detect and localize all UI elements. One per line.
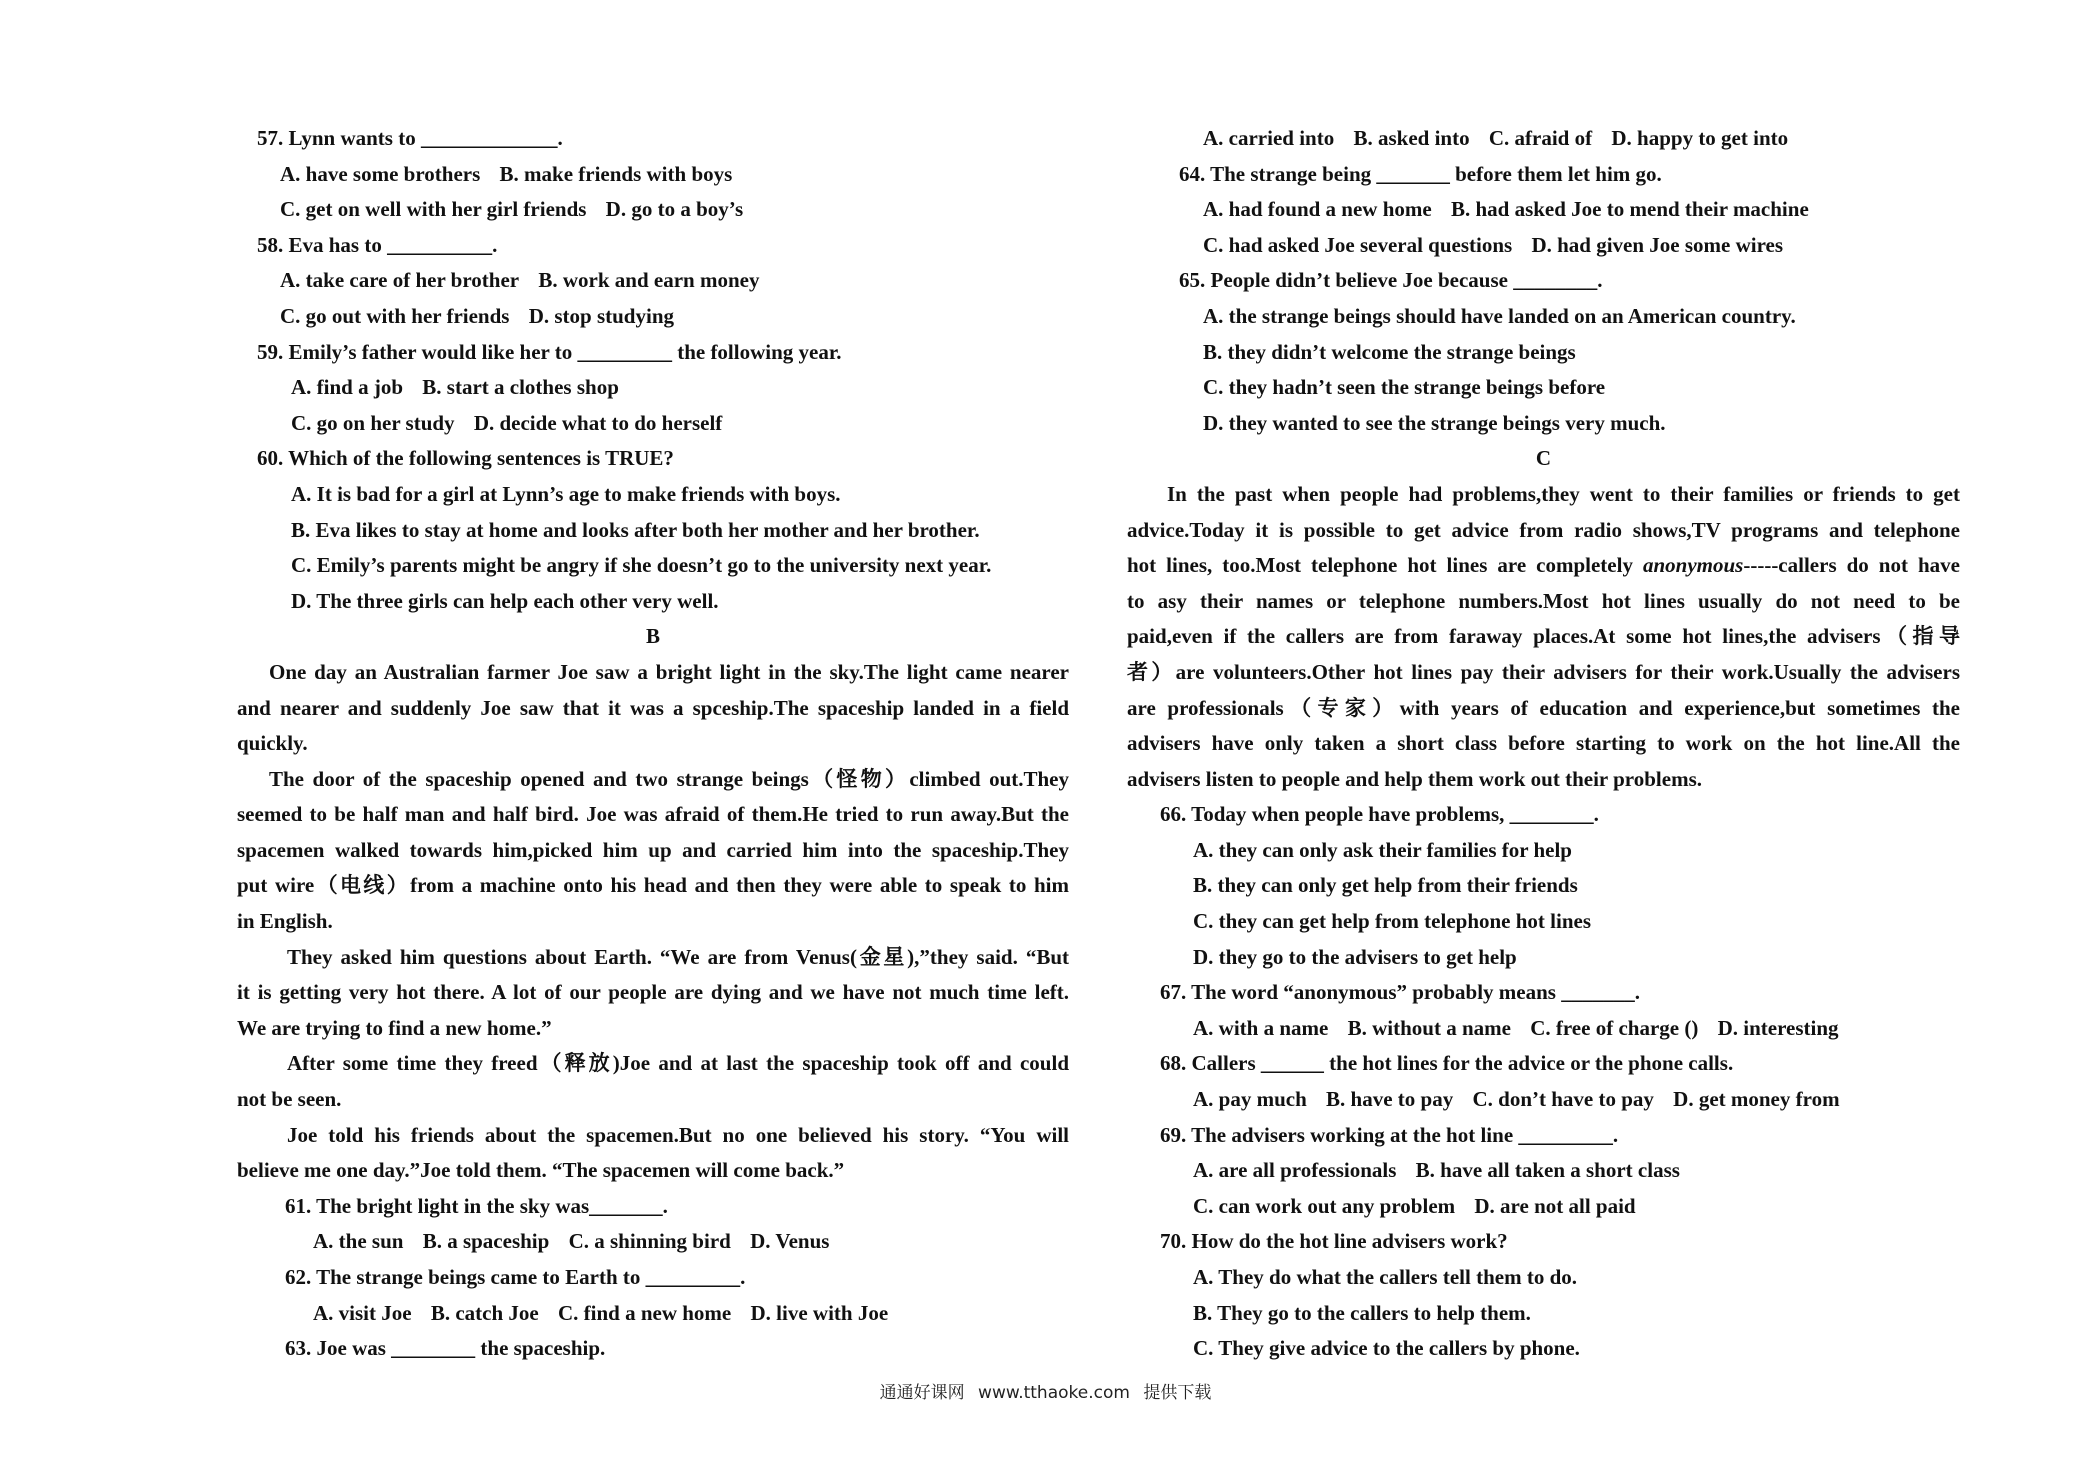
- question-69-options-1: [1127, 1153, 1960, 1189]
- question-58-options-2: [237, 299, 1069, 335]
- question-61-options: [237, 1224, 1069, 1260]
- option: D. go to a boy’s: [605, 197, 744, 222]
- footer-url[interactable]: www.tthaoke.com: [978, 1383, 1130, 1403]
- option: A. find a job: [291, 375, 404, 400]
- passage-line: seemed to be half man and half bird. Joe was afraid of them.He tried to run away.But the: [237, 802, 1069, 827]
- option: A. It is bad for a girl at Lynn’s age to make friends with boys.: [291, 481, 841, 506]
- passage-line: After some time they freed（释放)Joe and at last the spaceship took off and could: [287, 1051, 1069, 1076]
- passage-line: advice.Today it is possible to get advice from radio shows,TV programs and telephone: [1127, 517, 1960, 542]
- passage-b: [237, 655, 1069, 1189]
- option: D. they wanted to see the strange beings very much.: [1203, 410, 1666, 435]
- option: D. are not all paid: [1474, 1193, 1636, 1218]
- question-68-options: [1127, 1082, 1960, 1118]
- option: A. had found a new home: [1203, 197, 1432, 222]
- passage-line: advisers have only taken a short class before starting to work on the hot line.All the: [1127, 731, 1960, 756]
- question-60: 60. Which of the following sentences is TRUE?: [257, 446, 674, 471]
- option: C. a shinning bird: [568, 1229, 731, 1254]
- option: C. go on her study: [291, 410, 455, 435]
- question-58: 58. Eva has to __________.: [257, 232, 498, 257]
- option: A. take care of her brother: [280, 268, 520, 293]
- passage-line: In the past when people had problems,they went to their families or friends to get: [1167, 481, 1960, 506]
- question-57-options-2: [237, 192, 1069, 228]
- option: C. had asked Joe several questions: [1203, 232, 1513, 257]
- option: D. Venus: [750, 1229, 830, 1254]
- option: B. They go to the callers to help them.: [1193, 1300, 1531, 1325]
- option: D. stop studying: [528, 303, 675, 328]
- option: C. They give advice to the callers by phone.: [1193, 1336, 1580, 1361]
- option: C. find a new home: [557, 1300, 732, 1325]
- passage-line: not be seen.: [237, 1087, 342, 1112]
- option: C. go out with her friends: [280, 303, 510, 328]
- option: B. a spaceship: [422, 1229, 550, 1254]
- option: A. are all professionals: [1193, 1158, 1397, 1183]
- passage-line: They asked him questions about Earth. “We are from Venus(金星),”they said. “But: [287, 944, 1069, 969]
- option: A. with a name: [1193, 1015, 1329, 1040]
- option: D. happy to get into: [1611, 126, 1789, 150]
- option: D. interesting: [1717, 1015, 1839, 1040]
- option: B. without a name: [1347, 1015, 1511, 1040]
- option: C. don’t have to pay: [1472, 1087, 1654, 1112]
- option: B. work and earn money: [538, 268, 760, 293]
- option: A. visit Joe: [313, 1300, 412, 1325]
- option: C. afraid of: [1488, 126, 1593, 150]
- question-66: 66. Today when people have problems, ________.: [1160, 802, 1599, 827]
- option: A. carried into: [1203, 126, 1335, 150]
- footer-site-name: 通通好课网: [879, 1383, 965, 1403]
- question-59: 59. Emily’s father would like her to _________ the following year.: [257, 339, 842, 364]
- italic-term: anonymous: [1642, 553, 1744, 578]
- passage-line: in English.: [237, 909, 333, 934]
- passage-line: to asy their names or telephone numbers.Most hot lines usually do not need to be: [1127, 588, 1960, 613]
- option: B. had asked Joe to mend their machine: [1450, 197, 1809, 222]
- option: A. They do what the callers tell them to do.: [1193, 1265, 1577, 1289]
- question-61: 61. The bright light in the sky was_______.: [285, 1193, 668, 1218]
- question-68: 68. Callers ______ the hot lines for the advice or the phone calls.: [1160, 1051, 1734, 1076]
- option: D. The three girls can help each other very well.: [291, 588, 719, 613]
- passage-line: 者）are volunteers.Other hot lines pay their advisers for their work.Usually the advisers: [1127, 659, 1960, 684]
- option: D. live with Joe: [750, 1300, 889, 1325]
- passage-line: it is getting very hot there. A lot of our people are dying and we have not much time left.: [237, 980, 1069, 1005]
- question-64: 64. The strange being _______ before them let him go.: [1179, 161, 1662, 186]
- question-64-options-1: [1127, 192, 1960, 228]
- passage-line: Joe told his friends about the spacemen.But no one believed his story. “You will: [287, 1122, 1069, 1147]
- option: B. catch Joe: [430, 1300, 539, 1325]
- passage-line: We are trying to find a new home.”: [237, 1015, 552, 1040]
- question-63-options: [1127, 121, 1960, 157]
- question-67: 67. The word “anonymous” probably means _______.: [1160, 980, 1640, 1005]
- option: B. asked into: [1353, 126, 1470, 150]
- question-70: 70. How do the hot line advisers work?: [1160, 1229, 1508, 1254]
- question-62: 62. The strange beings came to Earth to _________.: [285, 1265, 746, 1289]
- question-63: 63. Joe was ________ the spaceship.: [285, 1336, 606, 1361]
- passage-line: and nearer and suddenly Joe saw that it was a spceship.The spaceship landed in a field: [237, 695, 1069, 720]
- passage-c: [1127, 477, 1960, 797]
- option: B. they didn’t welcome the strange beings: [1203, 339, 1576, 364]
- question-69-options-2: [1127, 1189, 1960, 1225]
- passage-line: One day an Australian farmer Joe saw a bright light in the sky.The light came nearer: [269, 659, 1069, 684]
- section-b-heading: B: [645, 624, 660, 649]
- question-57-options-1: [237, 157, 1069, 193]
- question-59-options-1: [237, 370, 1069, 406]
- option: B. start a clothes shop: [422, 375, 619, 400]
- option: D. get money from: [1673, 1087, 1840, 1112]
- question-69: 69. The advisers working at the hot line _________.: [1160, 1122, 1619, 1147]
- passage-line: paid,even if the callers are from faraway places.At some hot lines,the advisers（指导: [1127, 624, 1960, 649]
- question-57: 57. Lynn wants to _____________.: [257, 126, 563, 150]
- passage-line: The door of the spaceship opened and two strange beings（怪物）climbed out.They: [269, 766, 1069, 791]
- question-64-options-2: [1127, 228, 1960, 264]
- option: C. can work out any problem: [1193, 1193, 1456, 1218]
- option: B. have all taken a short class: [1415, 1158, 1680, 1183]
- option: B. have to pay: [1326, 1087, 1454, 1112]
- option: A. the sun: [313, 1229, 404, 1254]
- passage-line: put wire（电线）from a machine onto his head and then they were able to speak to him: [237, 873, 1069, 898]
- passage-line: quickly.: [237, 731, 308, 756]
- option: C. Emily’s parents might be angry if she doesn’t go to the university next year.: [291, 553, 992, 578]
- option: C. get on well with her girl friends: [280, 197, 587, 222]
- option: D. they go to the advisers to get help: [1193, 944, 1517, 969]
- passage-line: spacemen walked towards him,picked him up and carried him into the spaceship.They: [237, 837, 1069, 862]
- option: B. make friends with boys: [499, 161, 733, 186]
- question-67-options: [1127, 1011, 1960, 1047]
- page-footer: [0, 1378, 2091, 1403]
- question-65: 65. People didn’t believe Joe because ________.: [1179, 268, 1603, 293]
- option: B. they can only get help from their friends: [1193, 873, 1578, 898]
- option: A. pay much: [1193, 1087, 1307, 1112]
- option: C. they can get help from telephone hot lines: [1193, 909, 1592, 934]
- question-62-options: [237, 1296, 1069, 1332]
- passage-line: are professionals（专家）with years of education and experience,but sometimes the: [1127, 695, 1960, 720]
- footer-note: 提供下载: [1143, 1383, 1212, 1403]
- question-59-options-2: [237, 406, 1069, 442]
- right-column: [1127, 121, 1960, 1367]
- option: C. they hadn’t seen the strange beings before: [1203, 375, 1606, 400]
- option: A. have some brothers: [280, 161, 481, 186]
- option: D. decide what to do herself: [473, 410, 723, 435]
- option: B. Eva likes to stay at home and looks after both her mother and her brother.: [291, 517, 980, 542]
- section-c-heading: C: [1535, 446, 1552, 471]
- option: A. they can only ask their families for help: [1193, 837, 1572, 862]
- option: D. had given Joe some wires: [1531, 232, 1784, 257]
- passage-line: advisers listen to people and help them work out their problems.: [1127, 766, 1702, 791]
- passage-line: believe me one day.”Joe told them. “The spacemen will come back.”: [237, 1158, 845, 1183]
- question-58-options-1: [237, 263, 1069, 299]
- option: A. the strange beings should have landed on an American country.: [1203, 303, 1796, 328]
- left-column: [237, 121, 1069, 1367]
- option: C. free of charge (): [1530, 1015, 1699, 1040]
- passage-line: hot lines, too.Most telephone hot lines are completely anonymous-----callers do not have: [1127, 553, 1960, 578]
